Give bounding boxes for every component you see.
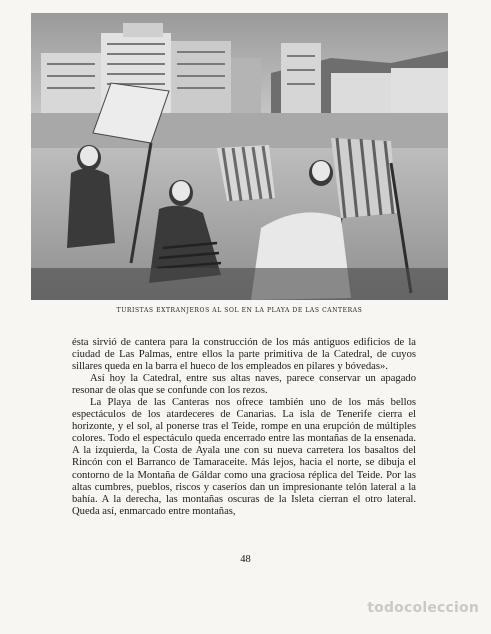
photo-caption: TURISTAS EXTRANJEROS AL SOL EN LA PLAYA DE LAS CANTERAS [116,307,363,314]
watermark: todocoleccion [367,600,479,616]
page-number: 48 [240,554,251,565]
paragraph: ésta sirvió de cantera para la construcción de los más antiguos edificios de la ciudad de Las Palmas, entre ellos la parte primitiva de la Catedral, de cuyos sillares queda en la barra el hueco de los empleados en pilares y bóvedas». [72,337,416,373]
paragraph: Así hoy la Catedral, entre sus altas naves, parece conservar un apagado resonar de olas que se confunde con los rezos. [72,373,416,397]
paragraph: La Playa de las Canteras nos ofrece también uno de los más bellos espectáculos de los atardeceres de Canarias. La isla de Tenerife cierra el horizonte, y el sol, al ponerse tras el Teide, rompe en una erupción de múltiples colores. Todo el espectáculo queda encerrado entre las montañas de la ensenada. A la izquierda, la Costa de Ayala une con su nueva carretera los basaltos del Rincón con el Barranco de Tamaraceite. Más lejos, hacia el norte, se dibuja el contorno de la Montaña de Gáldar como una graciosa réplica del Teide. Por las altas cumbres, pueblos, riscos y caseríos dan un impresionante telón lateral a la bahía. A la derecha, las montañas oscuras de la Isleta cierran el otro lateral. Queda así, enmarcado entre montañas, [72,397,416,517]
beach-photo [31,13,448,300]
beach-photo-image [31,13,448,300]
body-text [72,337,416,518]
